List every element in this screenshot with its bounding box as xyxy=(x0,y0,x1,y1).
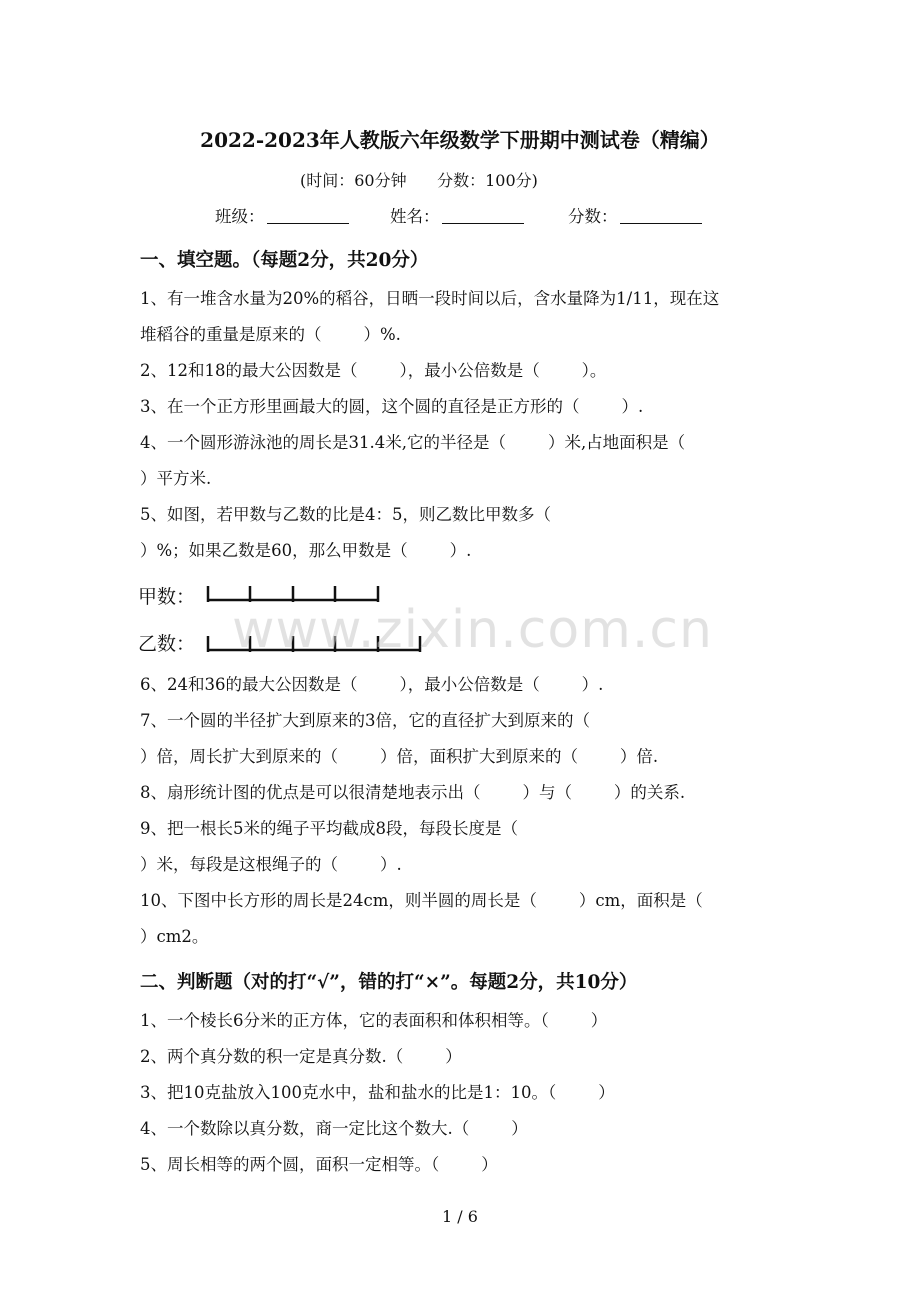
question-line: ）平方米. xyxy=(140,469,212,488)
question-line: 9、把一根长5米的绳子平均截成8段，每段长度是（ xyxy=(140,819,518,838)
page-title: 2022-2023年人教版六年级数学下册期中测试卷（精编） xyxy=(200,128,720,152)
question-line: 1、有一堆含水量为20%的稻谷，日晒一段时间以后，含水量降为1/11，现在这 xyxy=(140,289,720,308)
page-number: 1 / 6 xyxy=(442,1207,478,1226)
question-line: 7、一个圆的半径扩大到原来的3倍，它的直径扩大到原来的（ xyxy=(140,711,590,730)
question-line: 1、一个棱长6分米的正方体，它的表面积和体积相等。（ ） xyxy=(140,1011,608,1030)
jia-label: 甲数： xyxy=(138,586,196,608)
score-label: 分数： xyxy=(568,207,618,226)
question-line: ）cm2。 xyxy=(140,927,209,946)
section-heading-fill-blank: 一、填空题。（每题2分，共20分） xyxy=(140,250,429,271)
question-line: 8、扇形统计图的优点是可以很清楚地表示出（ ）与（ ）的关系. xyxy=(140,783,686,802)
section-heading-true-false: 二、判断题（对的打“√”，错的打“×”。每题2分，共10分） xyxy=(140,972,638,993)
question-line: ）%；如果乙数是60，那么甲数是（ ）. xyxy=(140,541,472,560)
question-line: 6、24和36的最大公因数是（ ），最小公倍数是（ ）. xyxy=(140,675,604,694)
question-line: 5、周长相等的两个圆，面积一定相等。（ ） xyxy=(140,1155,498,1174)
name-label: 姓名： xyxy=(390,207,440,226)
question-line: ）倍，周长扩大到原来的（ ）倍，面积扩大到原来的（ ）倍. xyxy=(140,747,659,766)
question-line: 2、两个真分数的积一定是真分数.（ ） xyxy=(140,1047,462,1066)
yi-label: 乙数： xyxy=(138,633,196,655)
question-line: 5、如图，若甲数与乙数的比是4：5，则乙数比甲数多（ xyxy=(140,505,551,524)
question-line: 4、一个数除以真分数，商一定比这个数大.（ ） xyxy=(140,1119,528,1138)
question-line: 10、下图中长方形的周长是24cm，则半圆的周长是（ ）cm，面积是（ xyxy=(140,891,703,910)
question-line: ）米，每段是这根绳子的（ ）. xyxy=(140,855,402,874)
question-line: 堆稻谷的重量是原来的（ ）%. xyxy=(140,325,401,344)
question-line: 3、在一个正方形里画最大的圆，这个圆的直径是正方形的（ ）. xyxy=(140,397,644,416)
question-line: 4、一个圆形游泳池的周长是31.4米,它的半径是（ ）米,占地面积是（ xyxy=(140,433,686,452)
question-line: 2、12和18的最大公因数是（ ），最小公倍数是（ ）。 xyxy=(140,361,607,380)
watermark: www.zixin.com.cn xyxy=(232,600,713,660)
class-label: 班级： xyxy=(215,207,265,226)
question-line: 3、把10克盐放入100克水中，盐和盐水的比是1：10。（ ） xyxy=(140,1083,615,1102)
exam-info: (时间：60分钟 分数：100分) xyxy=(300,171,538,190)
